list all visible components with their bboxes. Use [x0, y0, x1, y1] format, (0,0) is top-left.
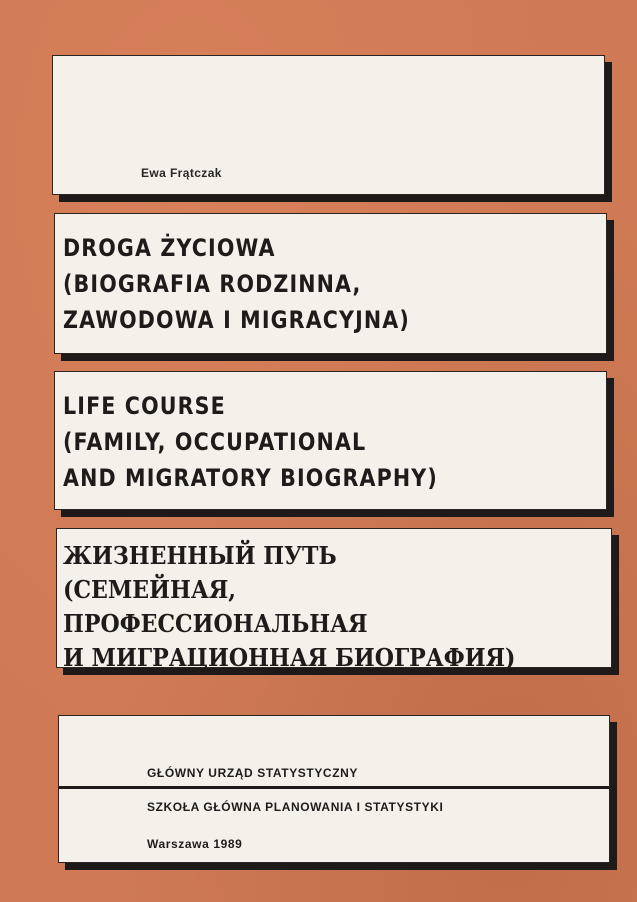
publisher-panel	[58, 715, 610, 863]
russian-title-line: И МИГРАЦИОННАЯ БИОГРАФИЯ)	[63, 643, 516, 672]
publisher-divider	[59, 786, 609, 789]
polish-title-line: DROGA ŻYCIOWA	[63, 234, 276, 262]
publication-place-year: Warszawa 1989	[147, 837, 243, 851]
english-title-line: (FAMILY, OCCUPATIONAL	[63, 428, 367, 456]
author-name: Ewa Frątczak	[141, 166, 222, 180]
russian-title-line: (СЕМЕЙНАЯ,	[63, 575, 236, 604]
russian-title	[63, 539, 516, 675]
russian-title-line: ПРОФЕССИОНАЛЬНАЯ	[63, 609, 368, 638]
co-publisher-name: SZKOŁA GŁÓWNA PLANOWANIA I STATYSTYKI	[147, 800, 444, 814]
english-title-panel	[54, 371, 607, 510]
polish-title	[63, 230, 410, 338]
english-title-line: AND MIGRATORY BIOGRAPHY)	[63, 464, 438, 492]
russian-title-panel	[56, 528, 612, 672]
publisher-name: GŁÓWNY URZĄD STATYSTYCZNY	[147, 766, 358, 780]
polish-title-line: (BIOGRAFIA RODZINNA,	[63, 270, 362, 298]
english-title-line: LIFE COURSE	[63, 392, 226, 420]
polish-title-line: ZAWODOWA I MIGRACYJNA)	[63, 306, 410, 334]
polish-title-panel	[54, 213, 607, 354]
russian-title-line: ЖИЗНЕННЫЙ ПУТЬ	[63, 541, 337, 570]
english-title	[63, 388, 438, 496]
author-panel	[52, 55, 605, 195]
